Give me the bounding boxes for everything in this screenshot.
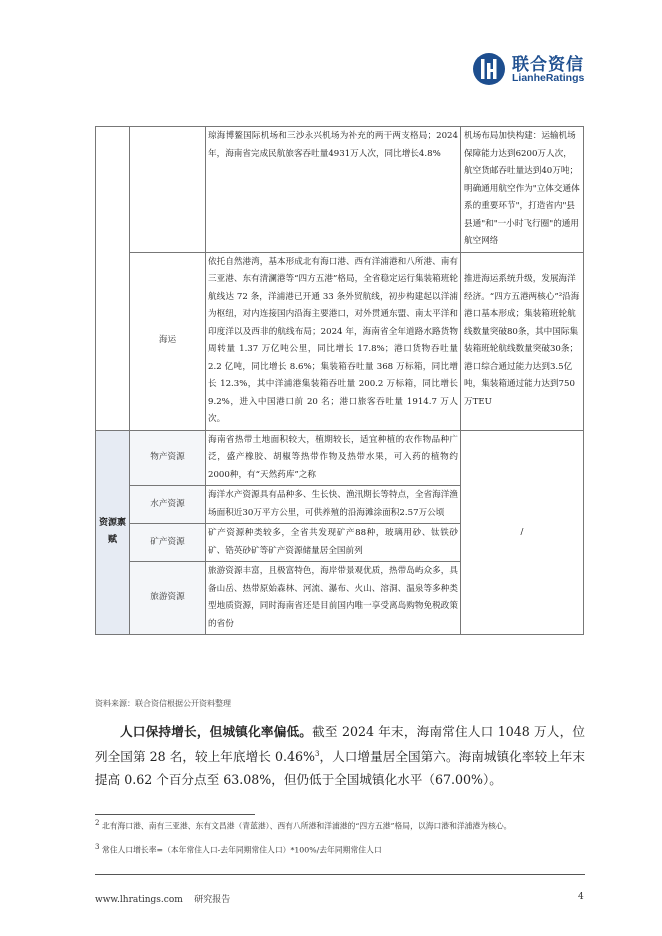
resource-description: 海南省热带土地面积较大，植期较长，适宜种植的农作物品种广泛，盛产橡胶、胡椒等热带作物及热带水果，可入药的植物约2000种，有“天然药库”之称 [206,430,461,486]
resource-description: 海洋水产资源具有品种多、生长快、渔汛期长等特点，全省海洋渔场面积近30万平方公里，可供养殖的沿海滩涂面积2.57万公顷 [206,486,461,524]
footer-report-label: 研究报告 [194,895,231,905]
infrastructure-resource-table [95,126,584,635]
paragraph-heading: 人口保持增长，但城镇化率偏低。 [120,724,313,739]
category-cell-transport [96,127,130,431]
footnote-number: 2 [95,819,100,827]
paragraph-text-1: 截至 2024 年末，海南常住人口 1048 万人，位列全国第 28 名，较上年底增长 0.46% [95,724,585,765]
footnote-ref-3[interactable]: 3 [314,750,320,758]
resource-description: 旅游资源丰富，且极富特色，海岸带景观优质，热带岛屿众多，具备山岳、热带原始森林、河流、瀑布、火山、溶洞、温泉等多种类型地质资源，同时海南省还是目前国内唯一享受离岛购物免税政策的省份 [206,562,461,635]
resource-note-slash: / [461,430,584,635]
shipping-planning-note: 推进海运系统升级，发展海洋经济。“四方五港两核心”²沿海港口基本形成；集装箱班轮航线数量突破80条，其中国际集装箱班轮航线数量突破30条；港口综合通过能力达到3.5亿吨，集装箱通过能力达到750万TEU [461,252,584,430]
paragraph-text-2: ，人口增量居全国第六。海南城镇化率较上年末提高 0.62 个百分点至 63.08%，但仍低于全国城镇化水平（67.00%）。 [95,749,586,788]
category-resource-endowment: 资源禀赋 [96,430,130,635]
footnote-divider [95,814,255,815]
footnote-text: 常住人口增长率=（本年常住人口-去年同期常住人口）*100%/去年同期常住人口 [101,845,382,855]
airport-description: 琼海博鳌国际机场和三沙永兴机场为补充的两干两支格局；2024年，海南省完成民航旅客吞吐量4931万人次，同比增长4.8% [206,127,461,253]
page-number: 4 [578,892,584,902]
footnote-number: 3 [95,843,100,851]
footnote-3 [95,842,585,856]
table-source-note: 资料来源：联合资信根据公开资料整理 [95,699,231,708]
population-paragraph [95,720,585,791]
resource-description: 矿产资源种类较多，全省共发现矿产88种，玻璃用砂、钛铁砂矿、锆英砂矿等矿产资源储量居全国前列 [206,524,461,562]
table-row-shipping [96,252,584,430]
logo-english-name: LianheRatings [512,72,585,84]
footer-left [95,892,230,905]
footnote-2 [95,818,585,832]
sub-label-resource: 水产资源 [130,486,206,524]
footer-divider [95,874,585,875]
logo-chinese-name: 联合资信 [512,55,584,75]
shipping-description: 依托自然港湾，基本形成北有海口港、西有洋浦港和八所港、南有三亚港、东有清澜港等“四方五港”格局，全省稳定运行集装箱班轮航线达 72 条，洋浦港已开通 33 条外贸航线，初步构建起以洋浦为枢纽，对内连接国内沿海主要港口，对外贯通东盟、南太平洋和印度洋以及西非的航线布局；2024 年，海南省全年道路水路货物周转量 1.37 万亿吨公里，同比增长 17.8%；港口货物吞吐量 2.2 亿吨，同比增长 8.6%；集装箱吞吐量 368 万标箱，同比增长 12.3%，其中洋浦港集装箱吞吐量 200.2 万标箱，同比增长 9.2%，进入中国港口前 20 名；港口旅客吞吐量 1914.7 万人次。 [206,252,461,430]
lianhe-logo-icon [472,52,506,86]
sub-label-resource: 物产资源 [130,430,206,486]
sub-label-cell-airport [130,127,206,253]
sub-label-shipping: 海运 [130,252,206,430]
sub-label-resource: 矿产资源 [130,524,206,562]
footnote-text: 北有海口港、南有三亚港、东有文昌港（青蓝港）、西有八所港和洋浦港的“四方五港”格局，以海口港和洋浦港为核心。 [101,821,512,831]
airport-planning-note: 机场布局加快构建：运输机场保障能力达到6200万人次，航空货邮吞吐量达到40万吨；明确通用航空作为"立体交通体系的重要环节"，打造省内"县县通"和"一小时飞行圈"的通用航空网络 [461,127,584,253]
footer-website-link[interactable]: www.lhratings.com [95,895,183,905]
table-row-resource [96,430,584,486]
sub-label-resource: 旅游资源 [130,562,206,635]
table-row-airport [96,127,584,253]
company-logo [472,50,592,88]
